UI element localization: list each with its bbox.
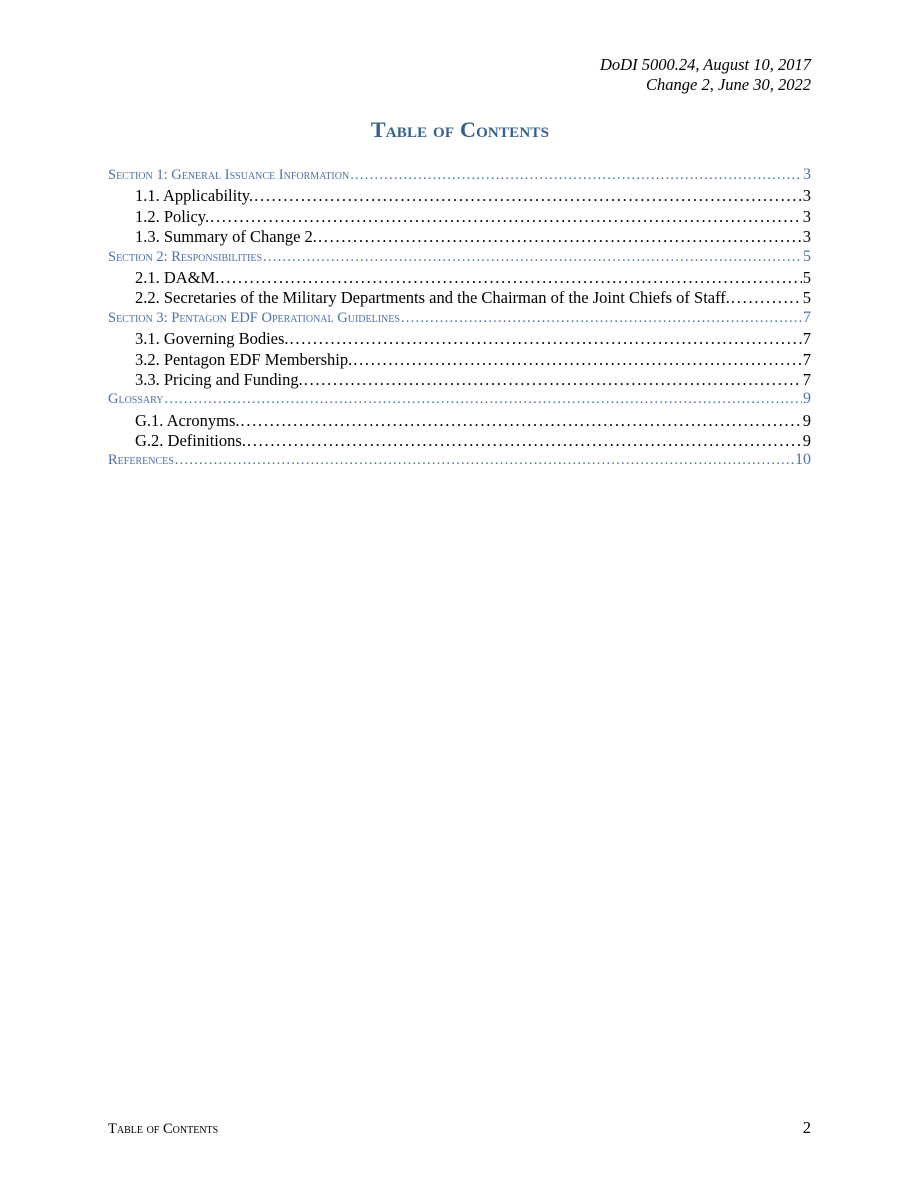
toc-entry-page: 7 [802, 369, 811, 389]
toc-dot-leader [241, 411, 802, 431]
toc-entry-page: 5 [802, 267, 811, 287]
toc-dot-leader [318, 227, 802, 247]
toc-entry-page: 5 [802, 288, 811, 308]
toc-entry-label: 3.2. Pentagon EDF Membership. [135, 349, 353, 369]
toc-item-link[interactable] [108, 350, 811, 370]
toc-dot-leader [254, 186, 802, 206]
toc-item-link[interactable] [108, 370, 811, 390]
toc-entry-label: 3.3. Pricing and Funding. [135, 369, 303, 389]
toc-entry-page: 9 [802, 410, 811, 430]
toc-dot-leader [247, 431, 802, 451]
toc-entry-label: References [108, 452, 174, 469]
toc-entry-label: 2.2. Secretaries of the Military Departments and the Chairman of the Joint Chiefs of Staff. [135, 288, 730, 308]
toc-item-link[interactable] [108, 186, 811, 206]
toc-entry-label: 2.1. DA&M. [135, 267, 220, 287]
toc-dot-leader [304, 370, 802, 390]
toc-dot-leader [401, 310, 802, 327]
toc-section-link[interactable] [108, 390, 811, 410]
toc-item-link[interactable] [108, 431, 811, 451]
toc-item-link[interactable] [108, 268, 811, 288]
toc-entry-page: 10 [795, 451, 811, 469]
toc-item-link[interactable] [108, 288, 811, 308]
toc-entry-label: 1.1. Applicability. [135, 186, 254, 206]
toc-entry-page: 5 [803, 247, 811, 265]
footer-page-number: 2 [802, 1118, 811, 1137]
table-of-contents [108, 166, 811, 472]
toc-entry-label: 3.1. Governing Bodies. [135, 329, 289, 349]
toc-entry-page: 3 [802, 186, 811, 206]
toc-entry-label: Section 2: Responsibilities [108, 248, 263, 265]
toc-entry-label: G.2. Definitions. [135, 431, 246, 451]
header-change-date: Change 2, June 30, 2022 [646, 75, 811, 94]
toc-entry-page: 3 [803, 166, 811, 183]
toc-entry-page: 3 [802, 206, 811, 226]
toc-dot-leader [165, 391, 803, 408]
toc-entry-label: G.1. Acronyms. [135, 410, 240, 430]
toc-section-link[interactable] [108, 166, 811, 186]
toc-entry-label: Glossary [108, 391, 164, 408]
toc-item-link[interactable] [108, 227, 811, 247]
toc-entry-page: 3 [802, 227, 811, 247]
page-title: Table of Contents [370, 117, 550, 142]
toc-entry-label: Section 3: Pentagon EDF Operational Guidelines [108, 309, 400, 326]
toc-item-link[interactable] [108, 207, 811, 227]
document-header [600, 55, 811, 95]
toc-entry-page: 9 [802, 431, 811, 451]
toc-dot-leader [353, 350, 802, 370]
toc-dot-leader [220, 268, 801, 288]
toc-entry-label: 1.2. Policy. [135, 206, 210, 226]
toc-entry-page: 7 [803, 308, 811, 326]
page-footer [108, 1118, 811, 1138]
toc-dot-leader [731, 288, 802, 308]
toc-dot-leader [263, 249, 802, 266]
toc-item-link[interactable] [108, 411, 811, 431]
toc-entry-label: 1.3. Summary of Change 2. [135, 227, 317, 247]
toc-dot-leader [175, 452, 794, 469]
toc-dot-leader [210, 207, 802, 227]
toc-dot-leader [290, 329, 802, 349]
toc-section-link[interactable] [108, 451, 811, 471]
header-issuance-date: DoDI 5000.24, August 10, 2017 [600, 55, 811, 74]
toc-entry-page: 9 [803, 390, 811, 408]
toc-entry-label: Section 1: General Issuance Information [108, 167, 350, 183]
toc-entry-page: 7 [802, 329, 811, 349]
toc-dot-leader [350, 167, 802, 184]
toc-section-link[interactable] [108, 248, 811, 268]
toc-entry-page: 7 [802, 349, 811, 369]
toc-item-link[interactable] [108, 329, 811, 349]
toc-section-link[interactable] [108, 309, 811, 329]
footer-label: Table of Contents [108, 1121, 219, 1137]
